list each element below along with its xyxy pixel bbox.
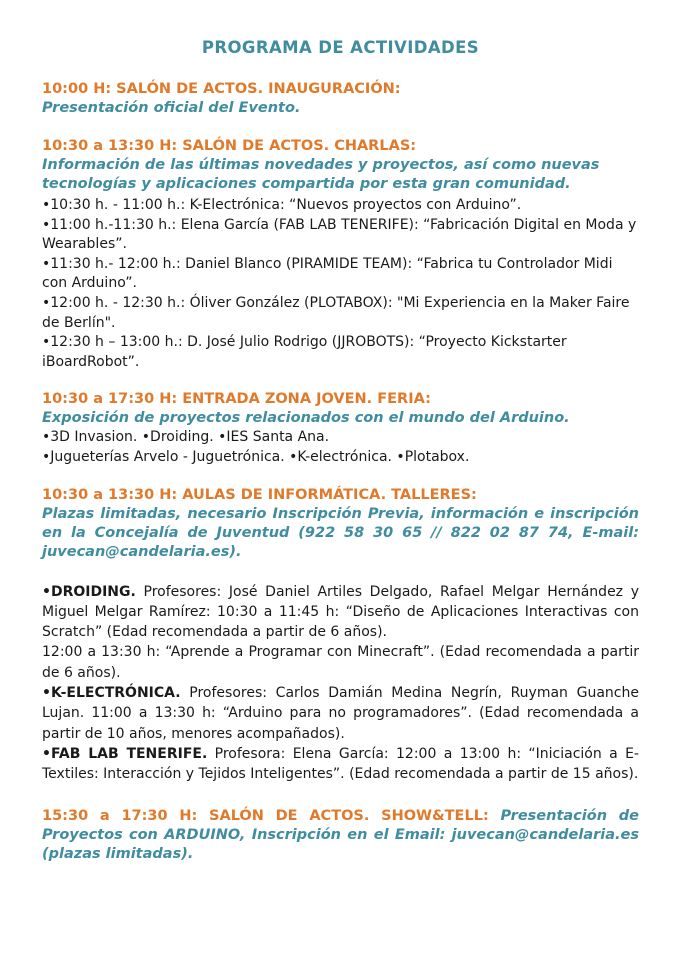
section-heading bbox=[42, 807, 639, 864]
section-inauguracion bbox=[42, 80, 639, 118]
workshop-name: •DROIDING. bbox=[42, 583, 136, 600]
section-talleres bbox=[42, 486, 639, 785]
workshop-k-electronica bbox=[42, 683, 639, 744]
list-item: •12:30 h – 13:00 h.: D. José Julio Rodrigo (JJROBOTS): “Proyecto Kickstarter iBoardRobot”. bbox=[42, 334, 567, 370]
list-item: •11:30 h.- 12:00 h.: Daniel Blanco (PIRAMIDE TEAM): “Fabrica tu Controlador Midi con Arduino”. bbox=[42, 255, 613, 292]
workshop-name: •FAB LAB TENERIFE. bbox=[42, 745, 208, 762]
workshop-description: Profesora: Elena García: 12:00 a 13:00 h: “Iniciación a E-Textiles: Interacción y Tejidos Inteligentes”. (Edad recomendada a partir de 15 años). bbox=[42, 745, 639, 783]
section-show-and-tell bbox=[42, 807, 639, 864]
list-item: •12:00 h. - 12:30 h.: Óliver González (PLOTABOX): "Mi Experiencia en la Maker Faire de Berlín". bbox=[42, 294, 630, 331]
section-subtitle: Presentación oficial del Evento. bbox=[42, 100, 301, 116]
list-item: •3D Invasion. •Droiding. •IES Santa Ana. bbox=[42, 429, 330, 446]
workshop-description: Profesores: Carlos Damián Medina Negrín, Ruyman Guanche Lujan. 11:00 a 13:30 h: “Arduino para no programadores”. (Edad recomendada a partir de 10 años, menores acompañados). bbox=[42, 685, 639, 742]
section-heading: 10:30 a 13:30 H: SALÓN DE ACTOS. CHARLAS: bbox=[42, 138, 417, 154]
list-item: •11:00 h.-11:30 h.: Elena García (FAB LAB TENERIFE): “Fabricación Digital en Moda y Wearables”. bbox=[42, 216, 637, 253]
section-subtitle: Exposición de proyectos relacionados con el mundo del Arduino. bbox=[42, 410, 570, 427]
workshop-droiding-session: 12:00 a 13:30 h: “Aprende a Programar con Minecraft”. (Edad recomendada a partir de 6 años). bbox=[42, 644, 639, 681]
section-charlas bbox=[42, 137, 639, 372]
section-heading: 10:00 H: SALÓN DE ACTOS. INAUGURACIÓN: bbox=[42, 81, 401, 97]
section-heading-text: 15:30 a 17:30 H: SALÓN DE ACTOS. SHOW&TELL: bbox=[42, 807, 489, 824]
list-item: •Jugueterías Arvelo - Juguetrónica. •K-electrónica. •Plotabox. bbox=[42, 448, 470, 465]
workshop-description: Profesores: José Daniel Artiles Delgado, Rafael Melgar Hernández y Miguel Melgar Ramírez: 10:30 a 11:45 h: “Diseño de Aplicaciones Interactivas con Scratch” (Edad recomendada a partir de 6 años). bbox=[42, 583, 639, 641]
page-title: PROGRAMA DE ACTIVIDADES bbox=[201, 38, 480, 57]
list-item: •10:30 h. - 11:00 h.: K-Electrónica: “Nuevos proyectos con Arduino”. bbox=[42, 197, 522, 213]
workshop-droiding bbox=[42, 582, 639, 643]
section-heading: 10:30 a 13:30 H: AULAS DE INFORMÁTICA. TALLERES: bbox=[42, 486, 477, 503]
workshop-name: •K-ELECTRÓNICA. bbox=[42, 685, 181, 702]
section-subtitle: Plazas limitadas, necesario Inscripción Previa, información e inscripción en la Concejalía de Juventud (922 58 30 65 // 822 02 87 74, E-mail: juvecan@candelaria.es). bbox=[42, 505, 639, 560]
section-heading: 10:30 a 17:30 H: ENTRADA ZONA JOVEN. FERIA: bbox=[42, 391, 431, 408]
section-feria bbox=[42, 390, 639, 467]
workshop-fab-lab bbox=[42, 744, 639, 785]
section-subtitle: Información de las últimas novedades y proyectos, así como nuevas tecnologías y aplicaciones compartida por esta gran comunidad. bbox=[42, 157, 600, 192]
section-subtitle: Presentación de Proyectos con ARDUINO, Inscripción en el Email: juvecan@candelaria.es (plazas limitadas). bbox=[42, 807, 639, 862]
